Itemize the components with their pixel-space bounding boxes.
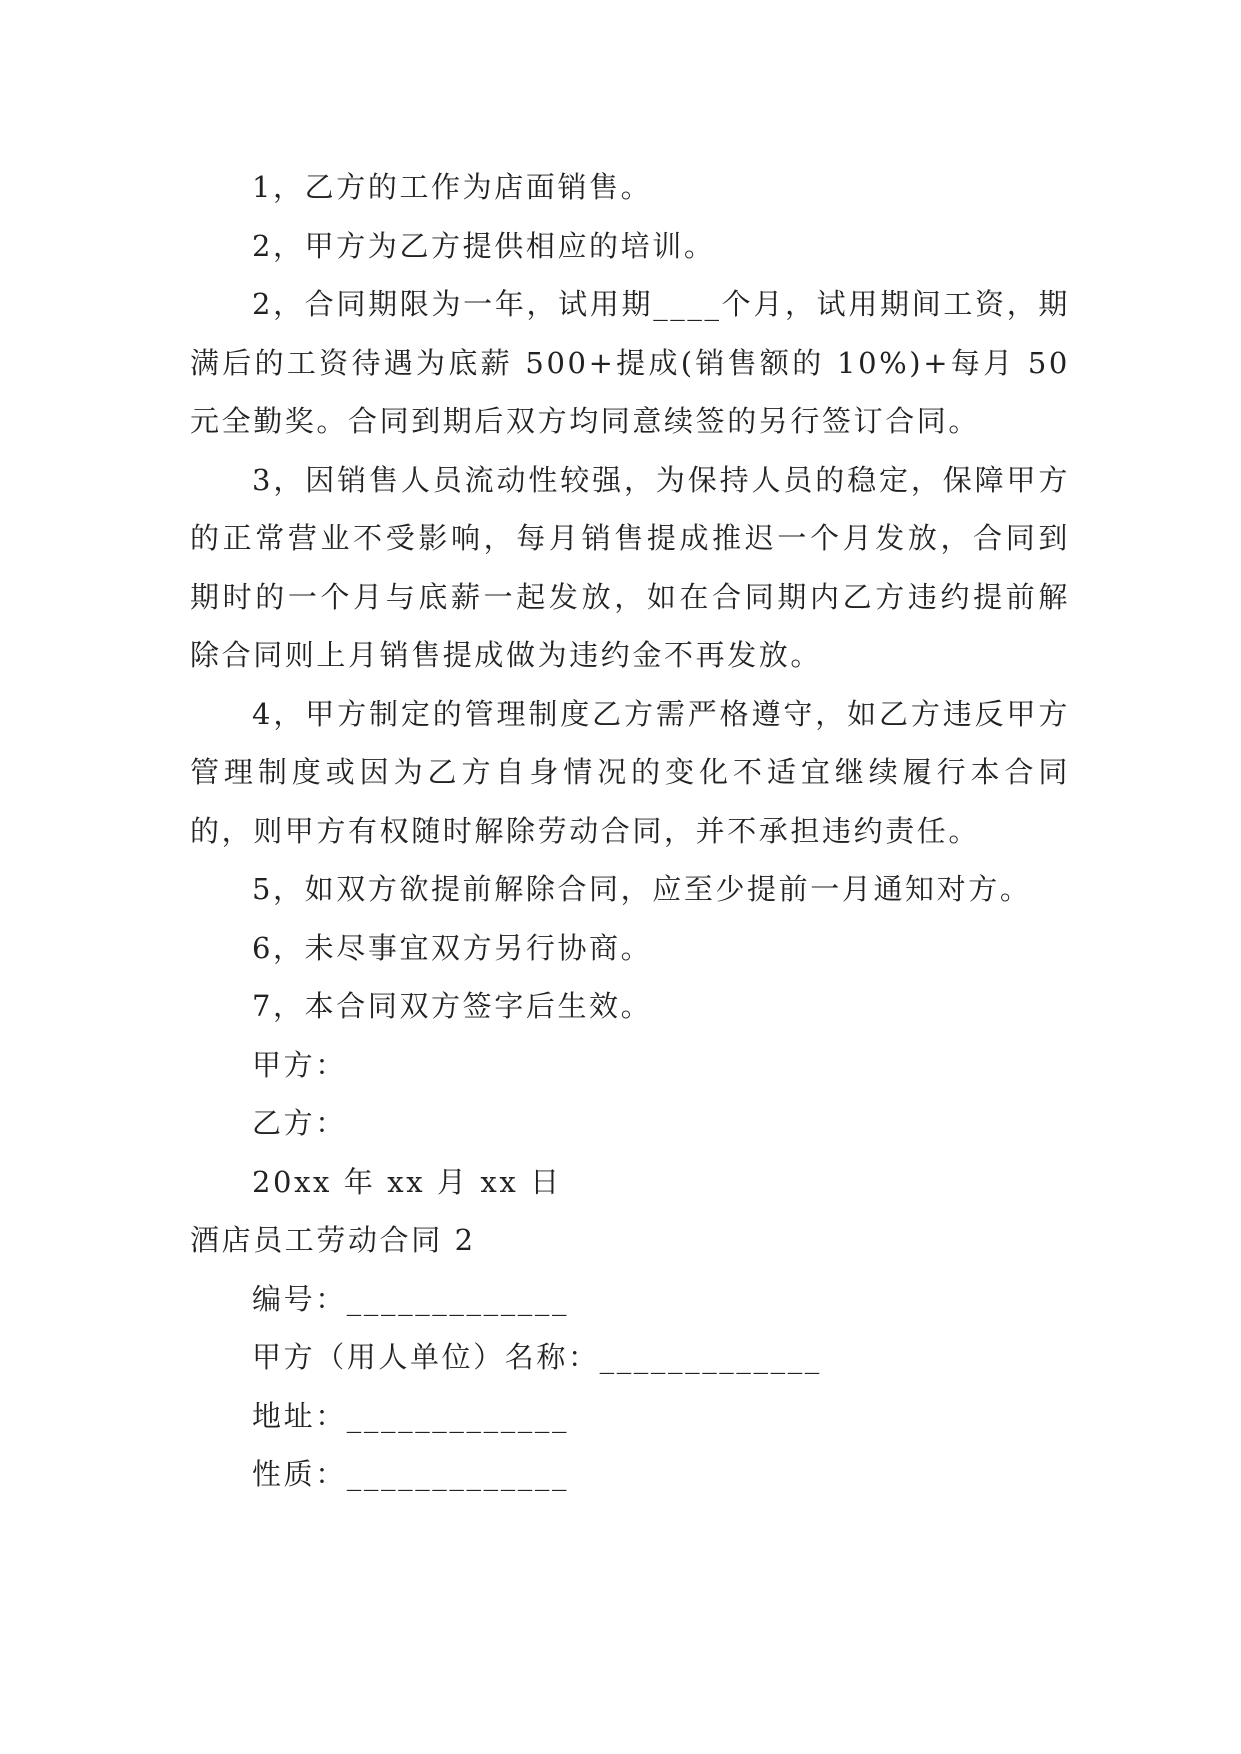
document-body xyxy=(190,158,1082,1504)
clause-7: 7，本合同双方签字后生效。 xyxy=(252,989,653,1023)
clause-6: 6，未尽事宜双方另行协商。 xyxy=(252,930,653,965)
clause-4: 4，甲方制定的管理制度乙方需严格遵守，如乙方违反甲方管理制度或因为乙方自身情况的变化不适宜继续履行本合同的，则甲方有权随时解除劳动合同，并不承担违约责任。 xyxy=(190,696,1070,848)
clause-3: 3，因销售人员流动性较强，为保持人员的稳定，保障甲方的正常营业不受影响，每月销售提成推迟一个月发放，合同到期时的一个月与底薪一起发放，如在合同期内乙方违约提前解除合同则上月销售提成做为违约金不再发放。 xyxy=(190,462,1070,672)
party-b-signature-line: 乙方： xyxy=(252,1106,347,1140)
employer-name-field: 甲方（用人单位）名称：_____________ xyxy=(252,1340,822,1374)
clause-5: 5，如双方欲提前解除合同，应至少提前一月通知对方。 xyxy=(252,872,1032,906)
clause-2-training: 2，甲方为乙方提供相应的培训。 xyxy=(252,228,716,263)
section-title: 酒店员工劳动合同 2 xyxy=(190,1223,476,1257)
date-line: 20xx 年 xx 月 xx 日 xyxy=(252,1164,562,1199)
clause-2-term: 2，合同期限为一年，试用期____个月，试用期间工资，期满后的工资待遇为底薪 500+提成(销售额的 10%)+每月 50 元全勤奖。合同到期后双方均同意续签的另行签订合同。 xyxy=(190,287,1082,438)
clause-1: 1，乙方的工作为店面销售。 xyxy=(252,170,653,204)
address-field: 地址：_____________ xyxy=(252,1398,570,1433)
party-a-signature-line: 甲方： xyxy=(252,1047,347,1082)
number-field: 编号：_____________ xyxy=(252,1281,570,1316)
nature-field: 性质：_____________ xyxy=(252,1457,570,1491)
